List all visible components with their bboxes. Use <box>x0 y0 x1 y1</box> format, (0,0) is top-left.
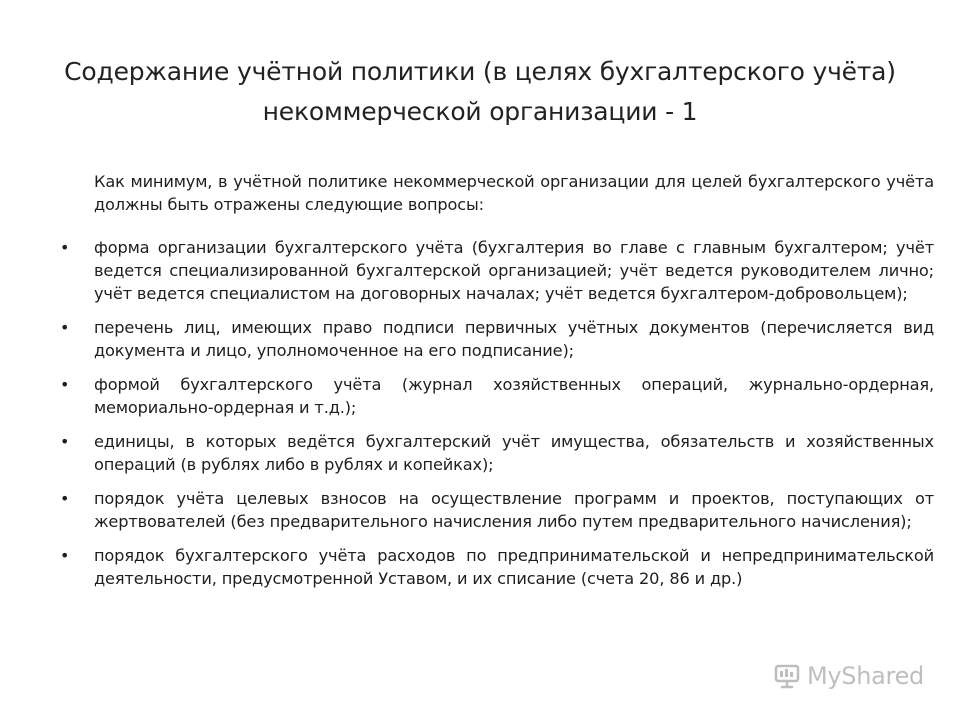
list-item-text: формой бухгалтерского учёта (журнал хозяйственных операций, журнально-ордерная, мемориально-ордерная и т.д.); <box>94 375 934 417</box>
bullet-icon: • <box>60 318 70 337</box>
list-item <box>60 430 934 476</box>
list-item-text: порядок бухгалтерского учёта расходов по предпринимательской и непредпринимательской деятельности, предусмотренной Уставом, и их списание (счета 20, 86 и др.) <box>94 546 934 588</box>
presentation-board-icon <box>773 662 801 690</box>
bullet-icon: • <box>60 375 70 394</box>
list-item-text: порядок учёта целевых взносов на осуществление программ и проектов, поступающих от жертвователей (без предварительного начисления либо путем предварительного начисления); <box>94 489 934 531</box>
watermark-logo <box>773 662 924 690</box>
bullet-list <box>60 236 934 590</box>
list-item <box>60 236 934 305</box>
intro-paragraph: Как минимум, в учётной политике некоммерческой организации для целей бухгалтерского учёта должны быть отражены следующие вопросы: <box>94 172 934 214</box>
list-item-text: форма организации бухгалтерского учёта (бухгалтерия во главе с главным бухгалтером; учёт ведется специализированной бухгалтерской организацией; учёт ведется руководителем лично; учёт ведется специалистом на договорных началах; учёт ведется бухгалтером-добровольцем); <box>94 238 934 303</box>
bullet-icon: • <box>60 238 70 257</box>
slide-title: Содержание учётной политики (в целях бухгалтерского учёта) некоммерческой организации - 1 <box>64 57 896 126</box>
watermark-text: MyShared <box>806 662 924 690</box>
slide-content <box>60 170 934 601</box>
bullet-icon: • <box>60 489 70 508</box>
list-item <box>60 373 934 419</box>
bullet-icon: • <box>60 546 70 565</box>
list-item <box>60 487 934 533</box>
list-item <box>60 316 934 362</box>
list-item <box>60 544 934 590</box>
bullet-icon: • <box>60 432 70 451</box>
list-item-text: единицы, в которых ведётся бухгалтерский учёт имущества, обязательств и хозяйственных операций (в рублях либо в рублях и копейках); <box>94 432 934 474</box>
list-item-text: перечень лиц, имеющих право подписи первичных учётных документов (перечисляется вид документа и лицо, уполномоченное на его подписание); <box>94 318 934 360</box>
